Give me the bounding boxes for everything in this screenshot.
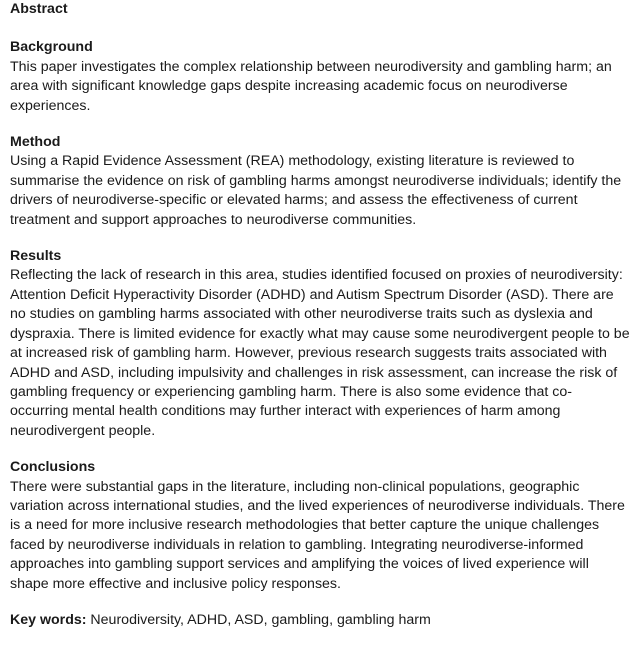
keywords-label: Key words:	[10, 611, 87, 628]
conclusions-section	[10, 458, 630, 594]
conclusions-heading: Conclusions	[10, 459, 96, 476]
background-heading: Background	[10, 39, 93, 56]
background-text: This paper investigates the complex relationship between neurodiversity and gambling harm; an area with significant knowledge gaps despite increasing academic focus on neurodiverse experiences.	[10, 58, 612, 114]
conclusions-text: There were substantial gaps in the literature, including non-clinical populations, geographic variation across international studies, and the lived experiences of neurodiverse individuals. There is a need for more inclusive research methodologies that better capture the unique challenges faced by neurodiverse individuals in relation to gambling. Integrating neurodiverse-informed approaches into gambling support services and amplifying the voices of lived experience will shape more effective and inclusive policy responses.	[10, 478, 625, 592]
results-heading: Results	[10, 248, 62, 265]
abstract-title: Abstract	[10, 1, 68, 17]
method-text: Using a Rapid Evidence Assessment (REA) methodology, existing literature is reviewed to summarise the evidence on risk of gambling harms amongst neurodiverse individuals; identify the drivers of neurodiverse-specific or elevated harms; and assess the effectiveness of current treatment and support approaches to neurodiverse communities.	[10, 153, 622, 228]
results-section	[10, 247, 630, 441]
keywords-line	[10, 611, 630, 630]
results-text: Reflecting the lack of research in this area, studies identified focused on proxies of neurodiversity: Attention Deficit Hyperactivity Disorder (ADHD) and Autism Spectrum Disorder (ASD). There are no studies on gambling harms associated with other neurodiverse traits such as dyslexia and dyspraxia. There is limited evidence for exactly what may cause some neurodivergent people to be at increased risk of gambling harm. However, previous research suggests traits associated with ADHD and ASD, including impulsivity and challenges in risk assessment, can increase the risk of gambling frequency or experiencing gambling harm. There is also some evidence that co-occurring mental health conditions may further interact with experiences of harm among neurodivergent people.	[10, 267, 630, 439]
method-section	[10, 133, 630, 230]
keywords-text: Neurodiversity, ADHD, ASD, gambling, gambling harm	[86, 611, 431, 628]
method-heading: Method	[10, 134, 61, 151]
abstract-document	[10, 0, 630, 630]
background-section	[10, 38, 630, 116]
